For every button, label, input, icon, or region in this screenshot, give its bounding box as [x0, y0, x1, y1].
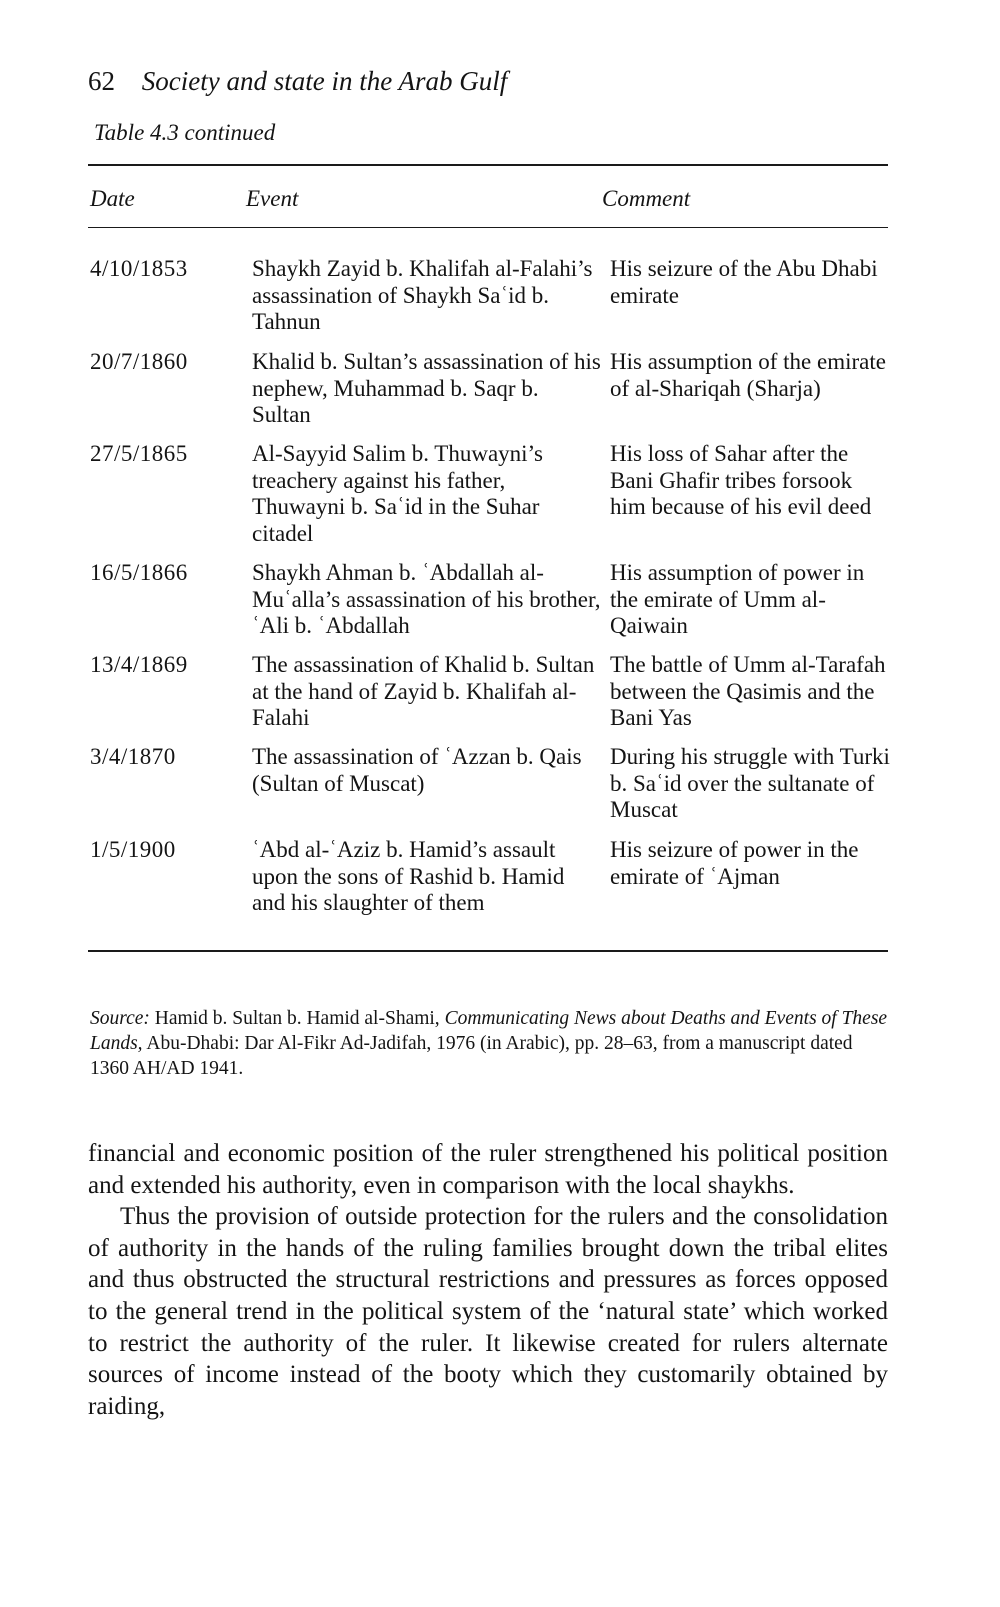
date-cell: 16/5/1866 [90, 560, 188, 585]
date-cell: 13/4/1869 [90, 652, 188, 677]
event-cell: Al-Sayyid Salim b. Thuwayni’s treachery against his father, Thuwayni b. Saʿid in the Suhar citadel [252, 441, 543, 546]
column-header-event: Event [246, 186, 299, 211]
date-cell: 3/4/1870 [90, 744, 176, 769]
table-bottom-rule [88, 950, 888, 952]
date-cell: 27/5/1865 [90, 441, 188, 466]
table-caption: Table 4.3 continued [94, 120, 276, 145]
event-cell: ʿAbd al-ʿAziz b. Hamid’s assault upon the sons of Rashid b. Hamid and his slaughter of them [252, 837, 565, 915]
book-title: Society and state in the Arab Gulf [141, 66, 508, 96]
comment-cell: During his struggle with Turki b. Saʿid over the sultanate of Muscat [610, 744, 890, 822]
comment-cell: His assumption of power in the emirate of Umm al-Qaiwain [610, 560, 865, 638]
source-title: Communicating News about Deaths and Events of These Lands, [90, 1008, 888, 1054]
page-number: 62 [88, 66, 115, 96]
body-paragraph: Thus the provision of outside protection for the rulers and the consolidation of authority in the hands of the ruling families brought down the tribal elites and thus obstructed the structural restrictions and pressures as forces opposed to the general trend in the political system of the ‘natural state’ which worked to restrict the authority of the ruler. It likewise created for rulers alternate sources of income instead of the booty which they customarily obtained by raiding, [88, 1203, 888, 1420]
date-cell: 4/10/1853 [90, 256, 188, 281]
running-head [88, 66, 507, 97]
table-header-rule [88, 227, 888, 228]
event-cell: Khalid b. Sultan’s assassination of his nephew, Muhammad b. Saqr b. Sultan [252, 349, 601, 427]
column-header-date: Date [90, 186, 135, 211]
body-paragraph: financial and economic position of the ruler strengthened his political position and extended his authority, even in comparison with the local shaykhs. [88, 1140, 888, 1199]
comment-cell: His assumption of the emirate of al-Shariqah (Sharja) [610, 349, 886, 401]
event-cell: The assassination of ʿAzzan b. Qais (Sultan of Muscat) [252, 744, 582, 796]
source-label: Source: [90, 1008, 150, 1029]
table-top-rule [88, 164, 888, 166]
comment-cell: The battle of Umm al-Tarafah between the Qasimis and the Bani Yas [610, 652, 886, 730]
date-cell: 1/5/1900 [90, 837, 176, 862]
event-cell: The assassination of Khalid b. Sultan at the hand of Zayid b. Khalifah al-Falahi [252, 652, 595, 730]
comment-cell: His loss of Sahar after the Bani Ghafir tribes forsook him because of his evil deed [610, 441, 872, 519]
event-cell: Shaykh Ahman b. ʿAbdallah al-Muʿalla’s assassination of his brother, ʿAli b. ʿAbdallah [252, 560, 601, 638]
comment-cell: His seizure of the Abu Dhabi emirate [610, 256, 878, 308]
source-author: Hamid b. Sultan b. Hamid al-Shami, [154, 1008, 440, 1029]
event-cell: Shaykh Zayid b. Khalifah al-Falahi’s assassination of Shaykh Saʿid b. Tahnun [252, 256, 593, 334]
table-source-note [90, 1006, 890, 1081]
comment-cell: His seizure of power in the emirate of ʿAjman [610, 837, 859, 889]
column-header-comment: Comment [602, 186, 691, 211]
date-cell: 20/7/1860 [90, 349, 188, 374]
source-publication: Abu-Dhabi: Dar Al-Fikr Ad-Jadifah, 1976 (in Arabic), pp. 28–63, from a manuscript dated 1360 AH/AD 1941. [90, 1033, 853, 1079]
body-text [88, 1138, 888, 1422]
